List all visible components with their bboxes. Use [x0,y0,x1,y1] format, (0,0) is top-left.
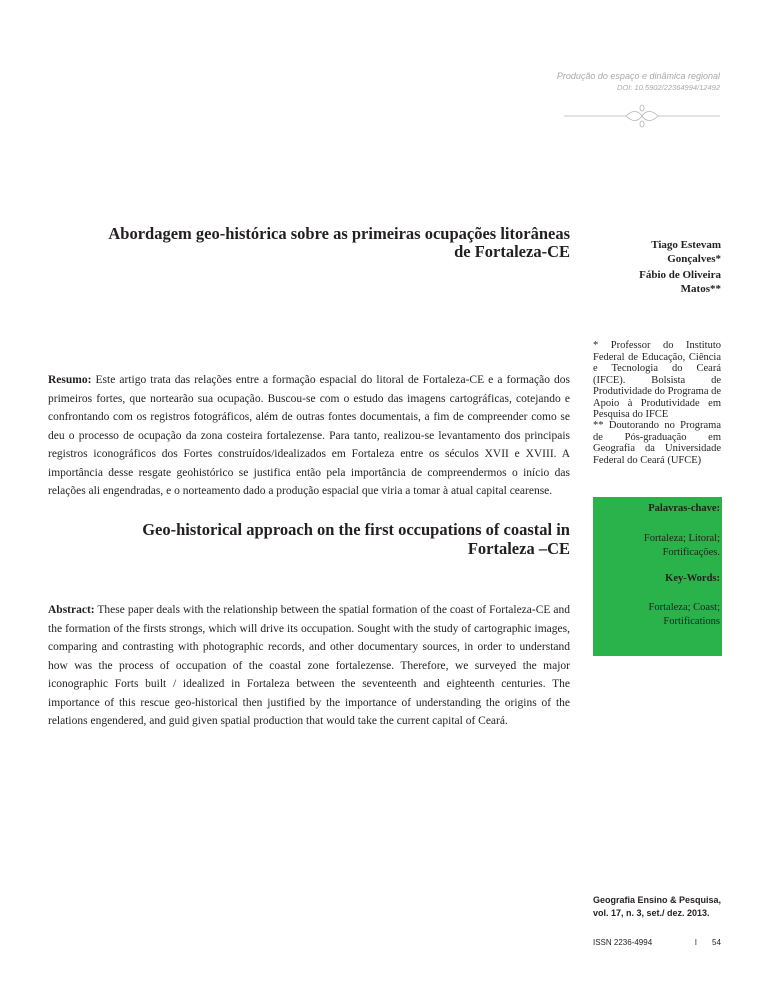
author-1-line1: Tiago Estevam [651,239,721,251]
abstract-label: Abstract: [48,604,95,616]
author-2 [601,268,721,296]
page-number: 54 [712,938,721,947]
palavras-chave-heading: Palavras-chave: [648,503,720,514]
key-words-line1: Fortaleza; Coast; [648,602,720,613]
footnote-author-2: ** Doutorando no Programa de Pós-graduação em Geografia da Universidade Federal do Ceará (UFCE) [593,420,721,466]
footnote-author-1: * Professor do Instituto Federal de Educação, Ciência e Tecnologia do Ceará (IFCE). Bolsista de Produtividade do Programa de Apoio à Produtividade em Pesquisa do IFCE [593,340,722,420]
keywords-box [593,497,722,656]
journal-line1: Geografia Ensino & Pesquisa, [593,895,722,905]
title-en-line2: Fortaleza –CE [467,539,570,558]
issn: ISSN 2236-4994 [593,938,653,947]
title-pt-line2: de Fortaleza-CE [454,242,570,261]
key-words-list [610,601,720,629]
author-2-line2: Matos** [680,283,721,295]
abstract-text: These paper deals with the relationship between the spatial formation of the coast of Fortaleza-CE and the formation of the firsts strongs, which will drive its occupation. Sought with the study of cartographic images, comparing and contrasting with photographic records, and other documentary sources, in order to understand how was the process of occupation of the coastal zone fortalezense. Therefore, we surveyed the major iconographic Forts built / idealized in Fortaleza between the seventeenth and eighteenth centuries. The importance of this rescue geo-historical then justified by the importance of understanding the origins of the relations engendered, and guid given spatial production that would take the current capital of Ceará. [48,604,570,727]
title-pt-line1: Abordagem geo-histórica sobre as primeiras ocupações litorâneas [108,224,570,243]
author-1 [601,238,721,266]
resumo-label: Resumo: [48,374,92,386]
author-1-line2: Gonçalves* [667,253,721,265]
article-title-portuguese [48,225,570,261]
abstract-paragraph [48,601,570,731]
footer-separator: l [695,938,697,947]
ornament-divider [564,104,720,128]
journal-line2: vol. 17, n. 3, set./ dez. 2013. [593,908,710,918]
resumo-paragraph [48,371,570,501]
resumo-text: Este artigo trata das relações entre a formação espacial do litoral de Fortaleza-CE e a formação dos primeiros fortes, que nortearão sua ocupação. Buscou-se com o estudo das imagens cartográficas, cotejando e confrontando com os registros fotográficos, além de outras fontes documentais, a fim de compreender como se deu o processo de ocupação da zona costeira fortalezense. Para tanto, realizou-se levantamento dos principais registros iconográficos dos Fortes construídos/idealizados em Fortaleza entre os séculos XVII e XVIII. A importância desse resgate geohistórico se justifica então pela importância de compreendermos o início das relações ali engendradas, e o norteamento dado a produção espacial que viria a tomar à atual capital cearense. [48,374,570,497]
running-header-section: Produção do espaço e dinâmica regional [556,71,720,81]
key-words-line2: Fortifications [663,616,720,627]
article-title-english [48,520,570,558]
journal-citation [593,894,721,920]
running-header-doi: DOI: 10.5902/22364994/12492 [616,83,720,92]
title-en-line1: Geo-historical approach on the first occupations of coastal in [142,520,570,539]
key-words-heading: Key-Words: [665,573,720,584]
author-2-line1: Fábio de Oliveira [639,269,721,281]
palavras-chave-line1: Fortaleza; Litoral; [643,533,720,544]
palavras-chave-list [610,532,720,560]
palavras-chave-line2: Fortificações. [662,547,720,558]
